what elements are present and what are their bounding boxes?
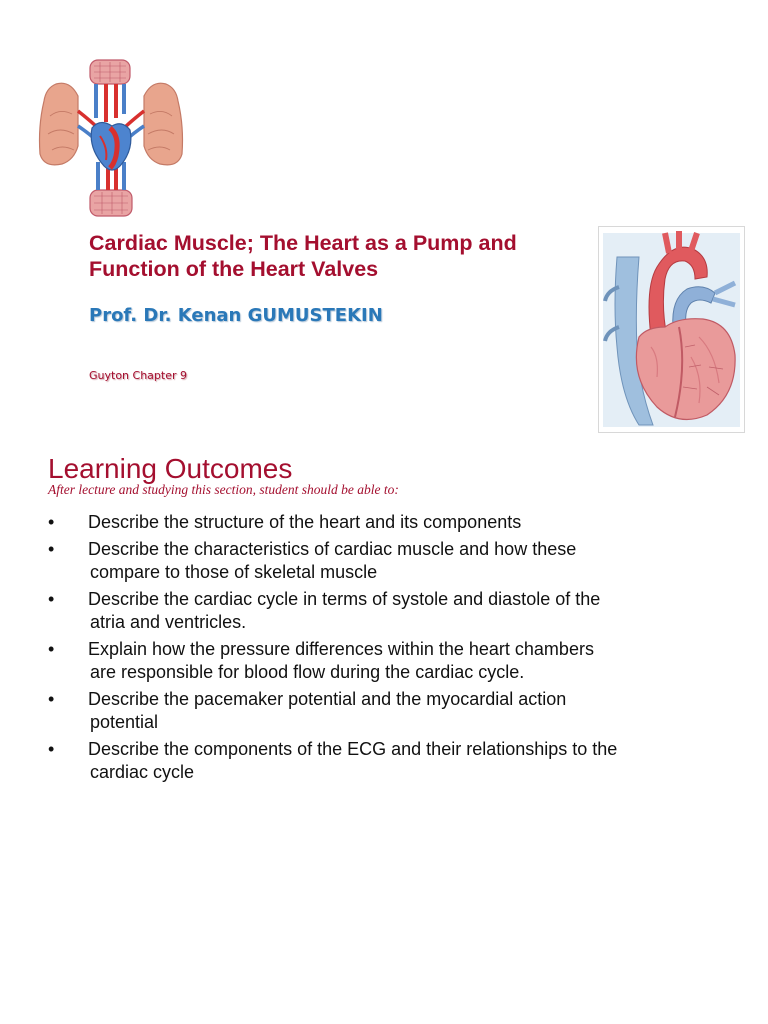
outcome-item	[0, 638, 768, 684]
bullet-icon: •	[48, 739, 55, 759]
outcome-line-2: cardiac cycle	[90, 762, 195, 782]
outcome-line-1: Describe the characteristics of cardiac muscle and how these	[88, 539, 577, 559]
learning-outcomes-heading: Learning Outcomes	[48, 453, 293, 484]
outcome-line-2: compare to those of skeletal muscle	[90, 562, 378, 582]
outcome-item	[0, 511, 768, 534]
circulation-diagram-image	[34, 56, 188, 222]
outcome-line-1: Describe the pacemaker potential and the myocardial action	[88, 689, 567, 709]
outcome-item	[0, 588, 768, 634]
outcome-line-1: Describe the components of the ECG and their relationships to the	[88, 739, 618, 759]
title-line-1: Cardiac Muscle; The Heart as a Pump and	[89, 231, 517, 255]
outcome-item	[0, 688, 768, 734]
outcome-line-2: are responsible for blood flow during the cardiac cycle.	[90, 662, 525, 682]
outcome-line-1: Describe the cardiac cycle in terms of systole and diastole of the	[88, 589, 601, 609]
chapter-reference: Guyton Chapter 9	[89, 369, 187, 382]
bullet-icon: •	[48, 539, 55, 559]
learning-outcomes-subtitle: After lecture and studying this section, student should be able to:	[48, 482, 399, 497]
bullet-icon: •	[48, 639, 55, 659]
author-name: Prof. Dr. Kenan GUMUSTEKIN	[89, 305, 383, 326]
title-line-2: Function of the Heart Valves	[89, 257, 379, 281]
learning-outcomes-list	[0, 511, 768, 788]
presentation-title	[89, 230, 649, 282]
bullet-icon: •	[48, 589, 55, 609]
outcome-line-2: atria and ventricles.	[90, 612, 247, 632]
outcome-item	[0, 738, 768, 784]
outcome-line-2: potential	[90, 712, 159, 732]
outcome-line-1: Describe the structure of the heart and its components	[88, 512, 522, 532]
bullet-icon: •	[48, 689, 55, 709]
outcome-line-1: Explain how the pressure differences within the heart chambers	[88, 639, 594, 659]
outcome-item	[0, 538, 768, 584]
bullet-icon: •	[48, 512, 55, 532]
